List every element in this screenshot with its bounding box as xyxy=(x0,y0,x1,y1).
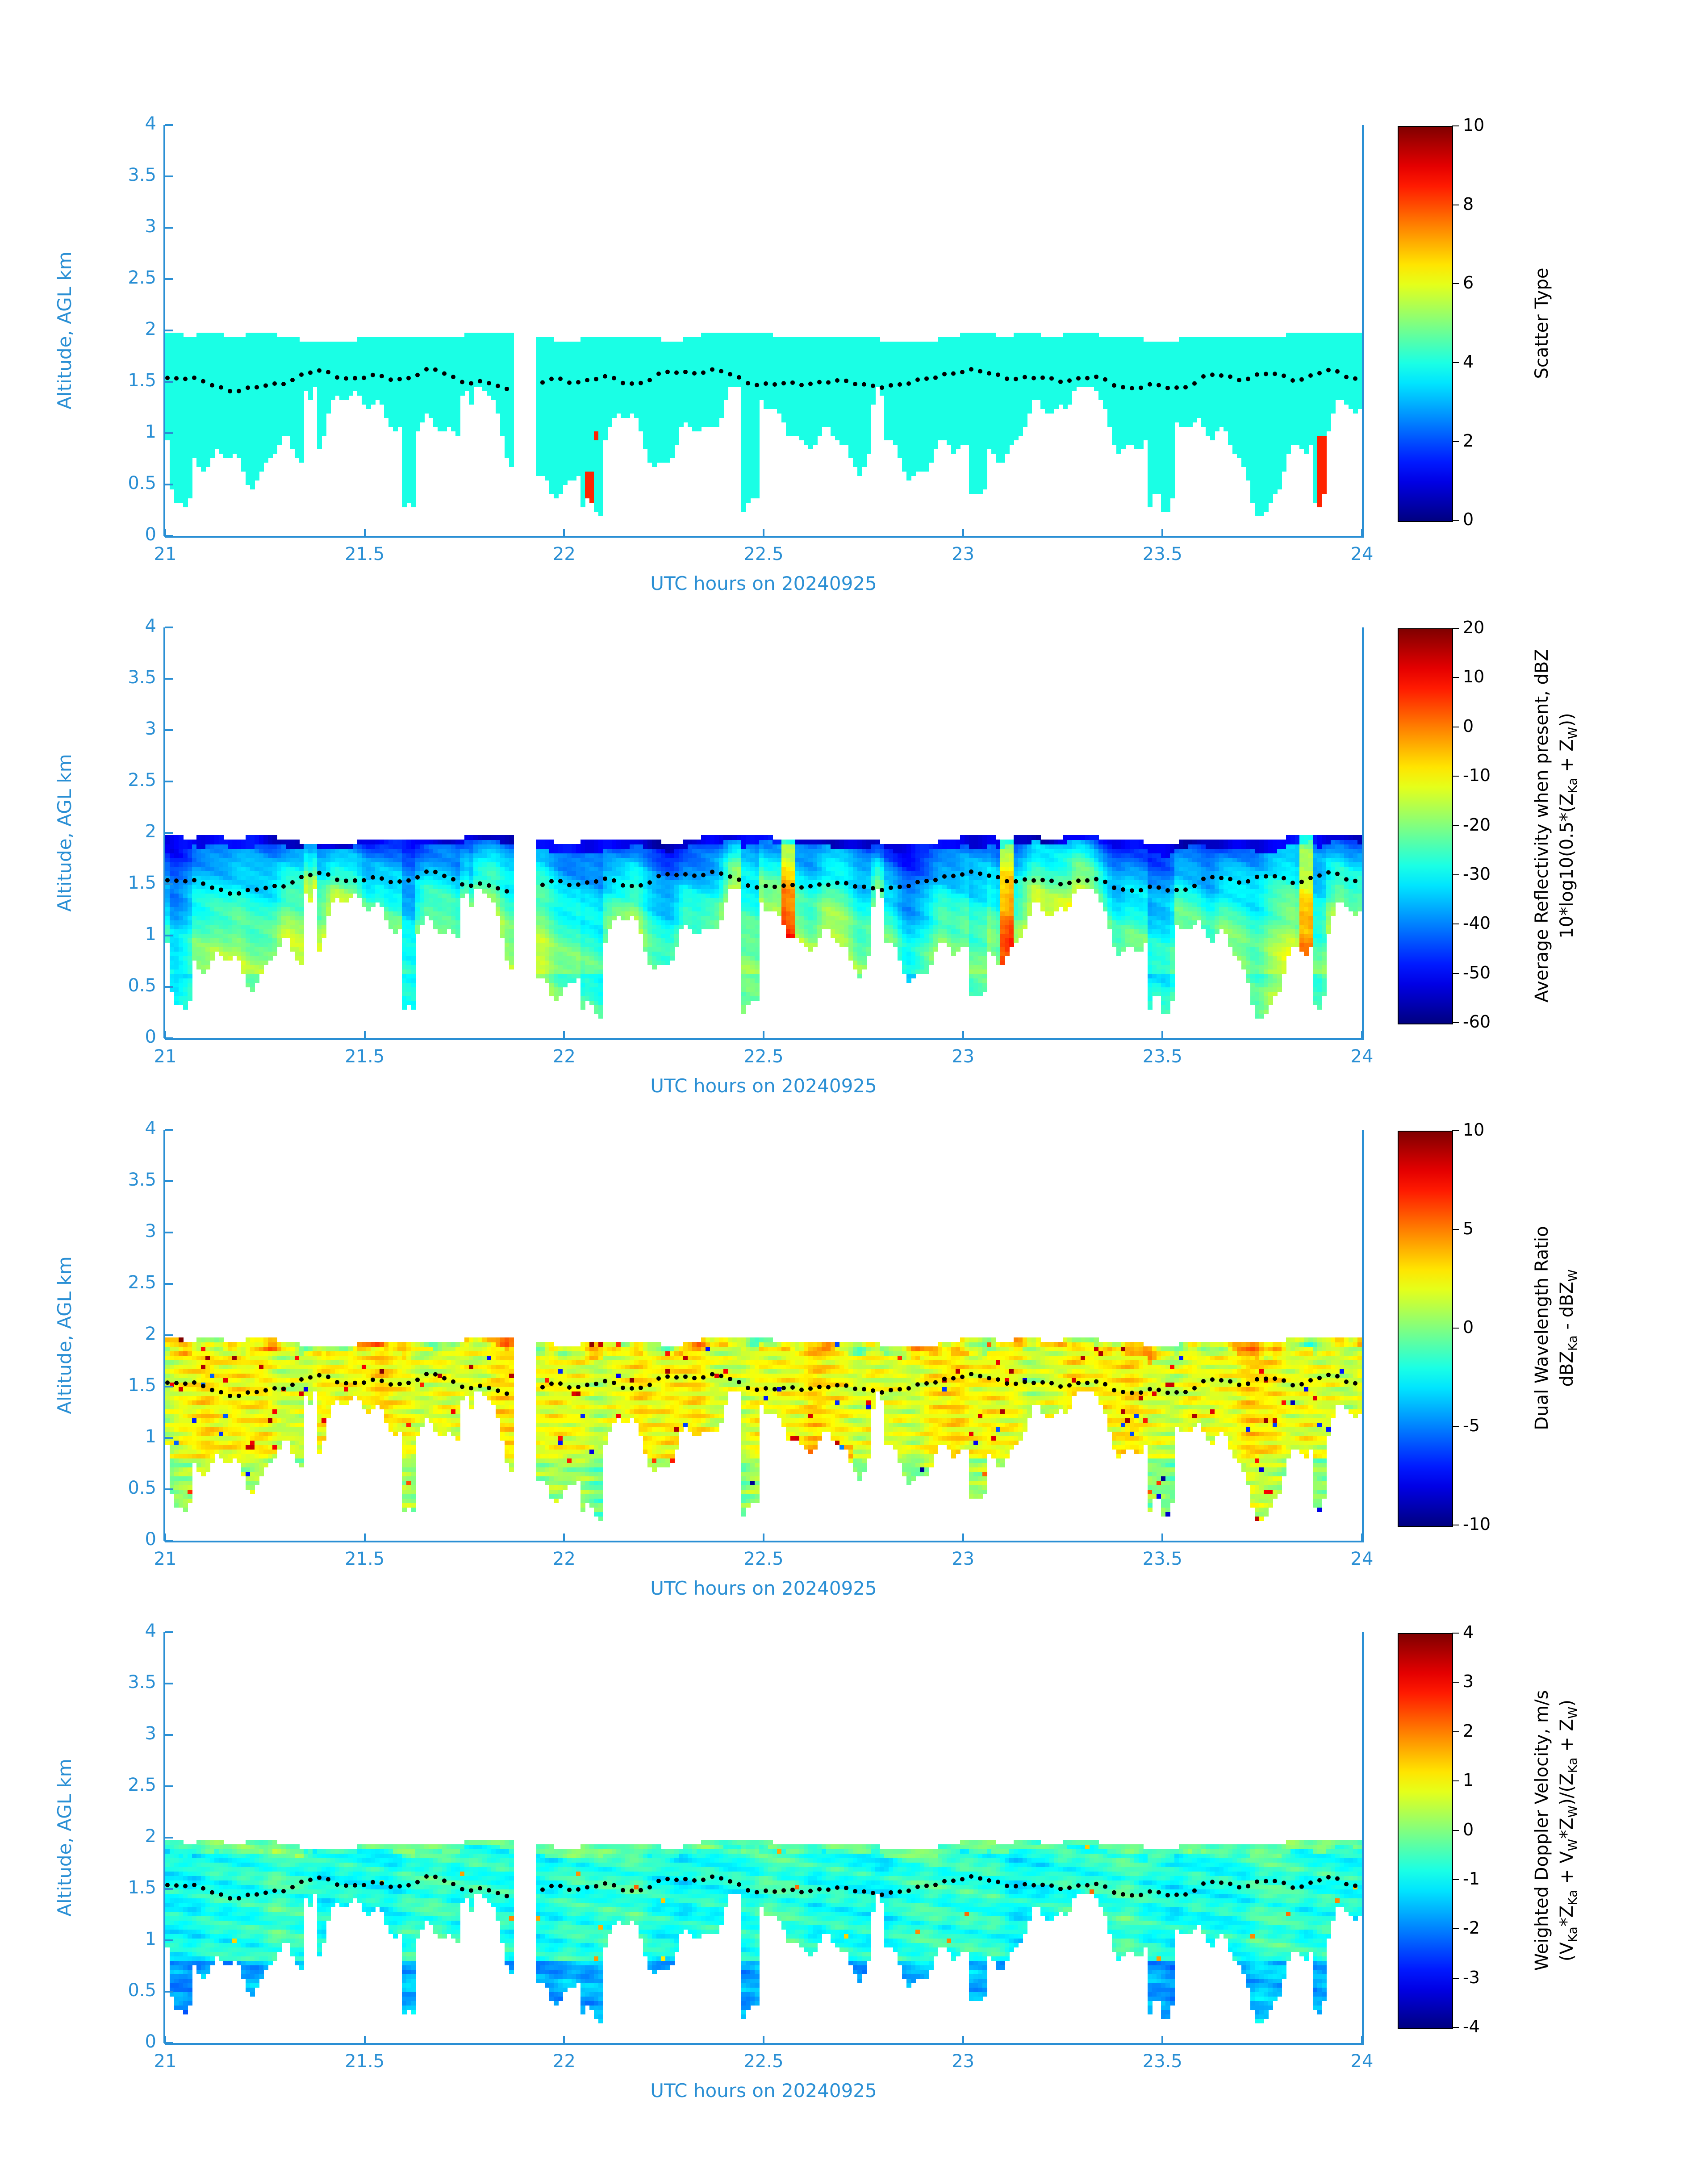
y-tick-label: 2 xyxy=(145,319,156,339)
colorbar-tick-label: 0 xyxy=(1463,1317,1474,1337)
x-axis-title: UTC hours on 20240925 xyxy=(650,2080,877,2102)
y-tick xyxy=(165,2042,173,2044)
colorbar-gradient-dual-wavelength-ratio xyxy=(1399,1132,1452,1526)
colorbar-tick xyxy=(1452,677,1459,678)
x-tick xyxy=(1161,529,1163,537)
y-tick xyxy=(165,1437,173,1439)
colorbar-tick-label: 10 xyxy=(1463,667,1485,687)
y-tick-label: 1 xyxy=(145,924,156,944)
colorbar-tick-label: 0 xyxy=(1463,716,1474,736)
y-tick xyxy=(165,627,173,628)
right-axis-line-average-reflectivity xyxy=(1362,627,1364,1038)
x-tick-label: 24 xyxy=(1350,1549,1374,1569)
y-tick-label: 2.5 xyxy=(128,770,156,790)
colorbar-tick xyxy=(1452,1426,1459,1427)
colorbar-scatter-type xyxy=(1398,126,1453,522)
y-tick-label: 0.5 xyxy=(128,1980,156,2001)
y-tick xyxy=(165,381,173,383)
colorbar-tick-label: -2 xyxy=(1463,1918,1480,1938)
plot-area-scatter-type xyxy=(165,125,1362,536)
colorbar-tick xyxy=(1452,923,1459,924)
y-tick-label: 2 xyxy=(145,1324,156,1344)
x-tick xyxy=(563,529,565,537)
y-tick xyxy=(165,678,173,680)
y-tick xyxy=(165,986,173,988)
x-tick-label: 23.5 xyxy=(1142,1549,1182,1569)
x-tick-label: 21.5 xyxy=(345,544,385,564)
y-tick xyxy=(165,1888,173,1890)
x-axis-line-scatter-type xyxy=(165,536,1364,538)
y-tick-label: 1.5 xyxy=(128,1375,156,1396)
y-tick-label: 3.5 xyxy=(128,667,156,688)
y-tick-label: 2 xyxy=(145,1826,156,1847)
x-tick-label: 23 xyxy=(952,544,975,564)
heatmap-average-reflectivity xyxy=(165,627,1362,1038)
y-tick xyxy=(165,1939,173,1941)
x-tick-label: 21 xyxy=(154,1549,177,1569)
colorbar-tick-label: 3 xyxy=(1463,1671,1474,1692)
colorbar-tick xyxy=(1452,1731,1459,1732)
x-tick-label: 24 xyxy=(1350,544,1374,564)
plot-area-average-reflectivity xyxy=(165,627,1362,1038)
x-tick xyxy=(1361,2036,1363,2044)
x-tick-label: 21.5 xyxy=(345,2051,385,2072)
colorbar-tick xyxy=(1452,1130,1459,1131)
y-tick-label: 4 xyxy=(145,1118,156,1139)
y-tick xyxy=(165,484,173,485)
colorbar-title-line: dBZ$_{Ka}$ - dBZ$_W$ xyxy=(1557,1269,1580,1387)
y-axis-title: Altitude, AGL km xyxy=(54,1256,75,1414)
colorbar-gradient-weighted-doppler-velocity xyxy=(1399,1634,1452,2028)
colorbar-title-line: Scatter Type xyxy=(1532,267,1552,379)
colorbar-tick xyxy=(1452,1928,1459,1929)
colorbar-tick xyxy=(1452,2027,1459,2028)
x-tick xyxy=(1361,529,1363,537)
y-tick xyxy=(165,227,173,229)
y-tick-label: 3 xyxy=(145,216,156,237)
heatmap-weighted-doppler-velocity xyxy=(165,1632,1362,2043)
y-tick-label: 3 xyxy=(145,1723,156,1744)
panel-dual-wavelength-ratio xyxy=(0,1118,1708,1661)
colorbar-tick-label: -60 xyxy=(1463,1012,1491,1032)
y-tick-label: 0.5 xyxy=(128,473,156,493)
y-tick-label: 3.5 xyxy=(128,1170,156,1190)
x-tick xyxy=(364,529,366,537)
y-tick xyxy=(165,1334,173,1336)
x-tick-label: 23.5 xyxy=(1142,2051,1182,2072)
colorbar-tick xyxy=(1452,1780,1459,1781)
y-tick xyxy=(165,1540,173,1542)
x-tick-label: 23 xyxy=(952,1046,975,1067)
x-tick-label: 24 xyxy=(1350,1046,1374,1067)
x-tick xyxy=(763,2036,764,2044)
y-tick-label: 1 xyxy=(145,422,156,442)
y-tick xyxy=(165,1283,173,1285)
colorbar-tick-label: -50 xyxy=(1463,962,1491,982)
x-tick xyxy=(962,2036,964,2044)
x-tick-label: 23 xyxy=(952,2051,975,2072)
x-axis-line-dual-wavelength-ratio xyxy=(165,1541,1364,1542)
panel-scatter-type xyxy=(0,113,1708,656)
x-axis-line-weighted-doppler-velocity xyxy=(165,2043,1364,2045)
colorbar-tick-label: -5 xyxy=(1463,1416,1480,1436)
y-tick xyxy=(165,535,173,537)
heatmap-dual-wavelength-ratio xyxy=(165,1130,1362,1541)
colorbar-tick-label: -20 xyxy=(1463,815,1491,835)
y-tick-label: 0 xyxy=(145,1529,156,1550)
y-tick-label: 4 xyxy=(145,616,156,636)
colorbar-tick-label: -1 xyxy=(1463,1869,1480,1889)
y-tick-label: 3 xyxy=(145,719,156,739)
y-axis-title: Altitude, AGL km xyxy=(54,251,75,409)
y-tick xyxy=(165,175,173,177)
x-tick-label: 22.5 xyxy=(743,544,784,564)
right-axis-line-dual-wavelength-ratio xyxy=(1362,1130,1364,1541)
plot-area-dual-wavelength-ratio xyxy=(165,1130,1362,1541)
colorbar-tick-label: -30 xyxy=(1463,864,1491,884)
x-axis-line-average-reflectivity xyxy=(165,1038,1364,1040)
x-tick-label: 22 xyxy=(552,1046,576,1067)
y-tick xyxy=(165,330,173,331)
x-tick-label: 22 xyxy=(552,1549,576,1569)
x-tick xyxy=(1361,1534,1363,1542)
colorbar-title-line: Dual Wavelength Ratio xyxy=(1532,1226,1552,1430)
x-tick xyxy=(1161,1031,1163,1039)
colorbar-tick-label: 4 xyxy=(1463,351,1474,372)
right-axis-line-weighted-doppler-velocity xyxy=(1362,1632,1364,2043)
colorbar-tick xyxy=(1452,1633,1459,1634)
y-tick xyxy=(165,935,173,936)
x-tick xyxy=(364,2036,366,2044)
colorbar-title-line: Average Reflectivity when present, dBZ xyxy=(1532,648,1552,1003)
colorbar-tick xyxy=(1452,973,1459,974)
colorbar-tick xyxy=(1452,1022,1459,1023)
y-tick-label: 0 xyxy=(145,1027,156,1047)
colorbar-gradient-scatter-type xyxy=(1399,127,1452,521)
y-tick xyxy=(165,124,173,126)
y-tick xyxy=(165,781,173,782)
x-tick-label: 22 xyxy=(552,2051,576,2072)
y-tick xyxy=(165,1488,173,1490)
plot-area-weighted-doppler-velocity xyxy=(165,1632,1362,2043)
x-tick-label: 21 xyxy=(154,1046,177,1067)
x-tick-label: 23.5 xyxy=(1142,1046,1182,1067)
y-tick-label: 4 xyxy=(145,113,156,134)
y-tick-label: 2.5 xyxy=(128,1272,156,1293)
colorbar-tick xyxy=(1452,1328,1459,1329)
colorbar-average-reflectivity xyxy=(1398,628,1453,1024)
y-axis-title: Altitude, AGL km xyxy=(54,1759,75,1917)
x-tick xyxy=(563,1031,565,1039)
x-tick-label: 21.5 xyxy=(345,1549,385,1569)
colorbar-tick-label: 0 xyxy=(1463,510,1474,530)
colorbar-tick xyxy=(1452,628,1459,629)
y-tick xyxy=(165,1683,173,1684)
y-tick-label: 0 xyxy=(145,2031,156,2052)
colorbar-tick-label: 20 xyxy=(1463,618,1485,637)
x-axis-title: UTC hours on 20240925 xyxy=(650,1075,877,1097)
colorbar-tick xyxy=(1452,1879,1459,1880)
colorbar-tick-label: 1 xyxy=(1463,1770,1474,1790)
x-tick-label: 22.5 xyxy=(743,1046,784,1067)
y-tick-label: 4 xyxy=(145,1621,156,1641)
colorbar-tick xyxy=(1452,825,1459,826)
y-tick-label: 1.5 xyxy=(128,873,156,893)
colorbar-title-line: $10*\log 10(0.5*(Z_{Ka} + Z_W))$ xyxy=(1557,712,1580,939)
right-axis-line-scatter-type xyxy=(1362,125,1364,536)
colorbar-tick xyxy=(1452,1229,1459,1230)
x-tick-label: 23.5 xyxy=(1142,544,1182,564)
colorbar-tick-label: -10 xyxy=(1463,1514,1491,1534)
colorbar-tick-label: 10 xyxy=(1463,115,1485,135)
x-tick xyxy=(763,1534,764,1542)
x-axis-title: UTC hours on 20240925 xyxy=(650,1577,877,1599)
panel-average-reflectivity xyxy=(0,616,1708,1159)
y-tick-label: 1 xyxy=(145,1426,156,1447)
y-tick xyxy=(165,883,173,885)
y-tick xyxy=(165,432,173,434)
x-tick xyxy=(364,1031,366,1039)
colorbar-tick xyxy=(1452,1682,1459,1683)
y-tick xyxy=(165,1180,173,1182)
x-tick xyxy=(962,529,964,537)
y-tick-label: 1.5 xyxy=(128,370,156,391)
y-tick-label: 3 xyxy=(145,1221,156,1241)
colorbar-tick-label: -40 xyxy=(1463,913,1491,933)
x-tick-label: 22 xyxy=(552,544,576,564)
colorbar-tick xyxy=(1452,520,1459,521)
x-tick-label: 22.5 xyxy=(743,1549,784,1569)
y-tick xyxy=(165,1386,173,1387)
colorbar-title-line: $(V_{Ka}*Z_{Ka} + V_W*Z_W)/(Z_{Ka} + Z_W)$ xyxy=(1557,1699,1580,1961)
colorbar-tick xyxy=(1452,362,1459,363)
x-tick xyxy=(563,2036,565,2044)
y-tick-label: 0.5 xyxy=(128,975,156,996)
colorbar-tick-label: -4 xyxy=(1463,2017,1480,2037)
y-tick-label: 2.5 xyxy=(128,267,156,288)
x-tick-label: 24 xyxy=(1350,2051,1374,2072)
colorbar-dual-wavelength-ratio xyxy=(1398,1131,1453,1527)
y-tick-label: 0 xyxy=(145,524,156,545)
colorbar-tick xyxy=(1452,776,1459,777)
colorbar-tick-label: 6 xyxy=(1463,273,1474,293)
x-tick-label: 23 xyxy=(952,1549,975,1569)
y-tick-label: 2 xyxy=(145,821,156,842)
y-tick xyxy=(165,278,173,280)
y-tick xyxy=(165,832,173,834)
colorbar-tick xyxy=(1452,1830,1459,1831)
y-tick xyxy=(165,1232,173,1233)
colorbar-tick-label: 10 xyxy=(1463,1120,1485,1140)
y-tick-label: 0.5 xyxy=(128,1478,156,1498)
colorbar-tick-label: -10 xyxy=(1463,765,1491,786)
y-tick xyxy=(165,1037,173,1039)
colorbar-tick-label: 2 xyxy=(1463,430,1474,451)
colorbar-weighted-doppler-velocity xyxy=(1398,1633,1453,2029)
x-axis-title: UTC hours on 20240925 xyxy=(650,572,877,594)
colorbar-tick xyxy=(1452,874,1459,875)
colorbar-tick xyxy=(1452,1978,1459,1979)
heatmap-scatter-type xyxy=(165,125,1362,536)
x-tick xyxy=(563,1534,565,1542)
colorbar-tick-label: 8 xyxy=(1463,194,1474,214)
y-tick xyxy=(165,1991,173,1993)
y-tick xyxy=(165,1785,173,1787)
x-tick xyxy=(1161,1534,1163,1542)
x-tick xyxy=(763,1031,764,1039)
colorbar-tick-label: 5 xyxy=(1463,1218,1474,1238)
x-tick xyxy=(962,1031,964,1039)
x-tick xyxy=(1161,2036,1163,2044)
y-tick-label: 3.5 xyxy=(128,1672,156,1692)
x-tick xyxy=(364,1534,366,1542)
y-tick xyxy=(165,1734,173,1736)
y-tick-label: 1 xyxy=(145,1929,156,1949)
x-tick xyxy=(1361,1031,1363,1039)
x-tick-label: 22.5 xyxy=(743,2051,784,2072)
y-tick xyxy=(165,729,173,731)
colorbar-tick xyxy=(1452,441,1459,442)
colorbar-title-line: Weighted Doppler Velocity, m/s xyxy=(1532,1690,1552,1971)
y-tick xyxy=(165,1631,173,1633)
colorbar-tick-label: -3 xyxy=(1463,1967,1480,1987)
colorbar-tick xyxy=(1452,125,1459,126)
y-axis-title: Altitude, AGL km xyxy=(54,754,75,912)
y-tick-label: 3.5 xyxy=(128,165,156,185)
y-tick-label: 1.5 xyxy=(128,1877,156,1898)
y-tick xyxy=(165,1837,173,1839)
colorbar-tick xyxy=(1452,283,1459,284)
x-tick xyxy=(763,529,764,537)
colorbar-tick-label: 4 xyxy=(1463,1622,1474,1642)
colorbar-gradient-average-reflectivity xyxy=(1399,629,1452,1024)
panel-weighted-doppler-velocity xyxy=(0,1621,1708,2164)
colorbar-tick-label: 0 xyxy=(1463,1819,1474,1839)
colorbar-tick-label: 2 xyxy=(1463,1721,1474,1741)
y-tick xyxy=(165,1129,173,1131)
x-tick-label: 21 xyxy=(154,2051,177,2072)
x-tick-label: 21 xyxy=(154,544,177,564)
x-tick-label: 21.5 xyxy=(345,1046,385,1067)
x-tick xyxy=(962,1534,964,1542)
y-tick-label: 2.5 xyxy=(128,1775,156,1795)
